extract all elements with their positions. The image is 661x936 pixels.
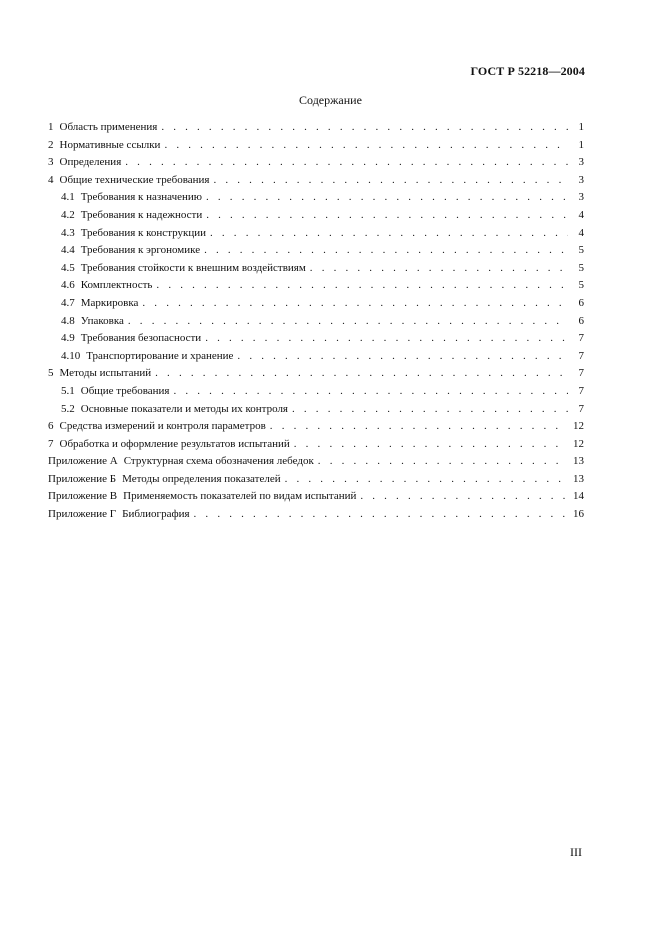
toc-entry-5[interactable] — [48, 365, 584, 383]
toc-entry-6[interactable] — [48, 418, 584, 436]
toc-entry-page: 14 — [573, 490, 584, 503]
toc-entry-4-9[interactable] — [48, 330, 584, 348]
toc-entry-page: 5 — [578, 244, 584, 257]
toc-entry-label: Транспортирование и хранение — [86, 349, 234, 362]
dot-leader — [155, 365, 568, 383]
dot-leader — [213, 172, 568, 190]
dot-leader — [206, 207, 568, 225]
toc-entry-label: Область применения — [59, 121, 158, 133]
dot-leader — [237, 348, 568, 366]
toc-entry-page: 6 — [578, 314, 584, 327]
toc-entry-page: 3 — [578, 173, 584, 186]
toc-entry-label: Требования безопасности — [80, 332, 202, 345]
toc-title: Содержание — [299, 93, 362, 107]
toc-entry-label: Нормативные ссылки — [59, 138, 161, 151]
dot-leader — [294, 436, 568, 454]
toc-entry-4-1[interactable] — [48, 189, 584, 207]
toc-entry-page: 1 — [578, 138, 584, 151]
toc-entry-4-10[interactable] — [48, 348, 584, 366]
dot-leader — [125, 154, 568, 172]
document-code: ГОСТ Р 52218—2004 — [470, 64, 585, 78]
dot-leader — [318, 453, 568, 471]
toc-entry-page: 3 — [578, 191, 584, 204]
toc-entry-page: 5 — [578, 279, 584, 292]
toc-entry-label: Требования к конструкции — [80, 226, 206, 239]
toc-entry-label: Применяемость показателей по видам испытаний — [123, 490, 357, 503]
dot-leader — [142, 295, 568, 313]
toc-entry-page: 7 — [578, 349, 584, 362]
toc-entry-number: Приложение Г — [48, 508, 117, 521]
toc-entry-4-3[interactable] — [48, 225, 584, 243]
dot-leader — [210, 225, 568, 243]
toc-entry-number: 4.10 — [61, 349, 81, 362]
dot-leader — [156, 277, 568, 295]
toc-entry-label: Общие требования — [80, 384, 170, 397]
toc-entry-page: 7 — [578, 384, 584, 397]
toc-entry-4-2[interactable] — [48, 207, 584, 225]
toc-entry-number: 4 — [48, 173, 54, 186]
toc-entry-number: Приложение Б — [48, 472, 117, 485]
toc-entry-number: 6 — [48, 420, 54, 433]
toc-entry-page: 3 — [578, 156, 584, 169]
toc-entry-page: 7 — [578, 367, 584, 380]
toc-entry-number: 5.2 — [61, 402, 75, 415]
toc-entry-2[interactable] — [48, 137, 584, 155]
toc-entry-label: Требования к надежности — [80, 208, 203, 221]
toc-entry-page: 4 — [578, 208, 584, 221]
toc-entry-page: 13 — [573, 472, 584, 485]
toc-entry-label: Маркировка — [80, 296, 139, 309]
toc-entry-number: 5.1 — [61, 384, 75, 397]
toc-entry-page: 7 — [578, 332, 584, 345]
dot-leader — [270, 418, 568, 436]
toc-entry-page: 6 — [578, 296, 584, 309]
toc-entry-number: Приложение А — [48, 455, 118, 468]
toc-entry-number: 4.6 — [61, 279, 75, 292]
toc-entry-appendix-g[interactable] — [48, 506, 584, 524]
dot-leader — [128, 313, 568, 331]
toc-entry-label: Обработка и оформление результатов испытаний — [59, 437, 290, 450]
toc-entry-appendix-a[interactable] — [48, 453, 584, 471]
toc-entry-number: 4.5 — [61, 261, 75, 274]
dot-leader — [194, 506, 568, 524]
page-number: III — [570, 845, 582, 859]
toc-entry-page: 13 — [573, 455, 584, 468]
toc-entry-label: Библиография — [122, 508, 190, 521]
toc-entry-number: 5 — [48, 367, 54, 380]
toc-entry-number: 4.4 — [61, 244, 75, 257]
toc-entry-number: 4.9 — [61, 332, 75, 345]
toc-entry-label: Структурная схема обозначения лебедок — [123, 455, 314, 468]
toc-entry-number: 1 — [48, 121, 54, 133]
toc-entry-5-1[interactable] — [48, 383, 584, 401]
dot-leader — [360, 488, 568, 506]
toc-entry-number: 4.8 — [61, 314, 75, 327]
toc-entry-label: Комплектность — [80, 279, 153, 292]
table-of-contents — [48, 119, 584, 524]
toc-entry-label: Общие технические требования — [59, 173, 210, 186]
toc-entry-number: 4.3 — [61, 226, 75, 239]
toc-entry-appendix-b[interactable] — [48, 471, 584, 489]
toc-entry-label: Требования к эргономике — [80, 244, 201, 257]
toc-entry-5-2[interactable] — [48, 401, 584, 419]
toc-entry-4-6[interactable] — [48, 277, 584, 295]
toc-entry-1[interactable] — [48, 119, 584, 137]
toc-entry-label: Средства измерений и контроля параметров — [59, 420, 266, 433]
dot-leader — [310, 260, 568, 278]
toc-entry-number: 4.1 — [61, 191, 75, 204]
toc-entry-label: Методы определения показателей — [122, 472, 281, 485]
toc-entry-page: 1 — [578, 121, 584, 133]
toc-entry-number: 4.7 — [61, 296, 75, 309]
toc-entry-appendix-v[interactable] — [48, 488, 584, 506]
toc-entry-4-7[interactable] — [48, 295, 584, 313]
toc-entry-label: Определения — [59, 156, 122, 169]
toc-entry-4-4[interactable] — [48, 242, 584, 260]
toc-entry-page: 12 — [573, 420, 584, 433]
toc-entry-label: Требования к назначению — [80, 191, 202, 204]
toc-entry-number: 3 — [48, 156, 54, 169]
dot-leader — [173, 383, 568, 401]
dot-leader — [206, 189, 568, 207]
toc-entry-label: Упаковка — [80, 314, 124, 327]
toc-entry-page: 12 — [573, 437, 584, 450]
toc-entry-label: Требования стойкости к внешним воздействиям — [80, 261, 306, 274]
toc-entry-3[interactable] — [48, 154, 584, 172]
toc-entry-number: 4.2 — [61, 208, 75, 221]
toc-entry-page: 5 — [578, 261, 584, 274]
toc-entry-page: 4 — [578, 226, 584, 239]
dot-leader — [292, 401, 568, 419]
toc-entry-page: 16 — [573, 508, 584, 521]
dot-leader — [164, 137, 568, 155]
dot-leader — [204, 242, 568, 260]
toc-entry-number: 2 — [48, 138, 54, 151]
toc-entry-4-8[interactable] — [48, 313, 584, 331]
dot-leader — [205, 330, 568, 348]
toc-entry-number: 7 — [48, 437, 54, 450]
toc-entry-label: Методы испытаний — [59, 367, 152, 380]
toc-entry-number: Приложение В — [48, 490, 118, 503]
toc-entry-4[interactable] — [48, 172, 584, 190]
toc-entry-label: Основные показатели и методы их контроля — [80, 402, 288, 415]
dot-leader — [285, 471, 568, 489]
toc-entry-4-5[interactable] — [48, 260, 584, 278]
dot-leader — [161, 119, 568, 137]
toc-entry-7[interactable] — [48, 436, 584, 454]
toc-entry-page: 7 — [578, 402, 584, 415]
